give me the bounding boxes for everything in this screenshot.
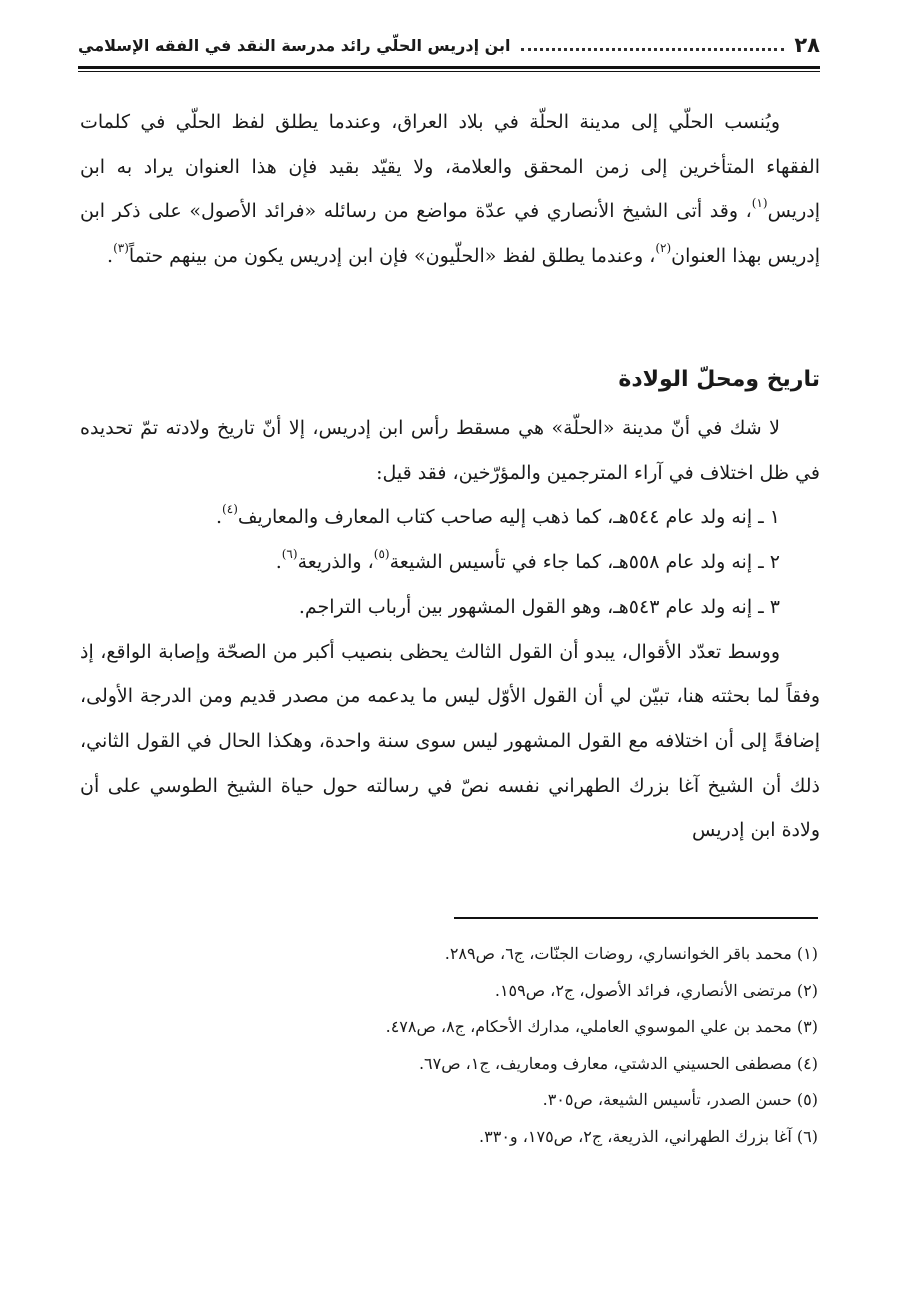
list-item [80, 540, 820, 585]
running-header [78, 28, 820, 62]
footnote-ref-5: (٥) [373, 547, 390, 562]
footnote-item: (٤) مصطفى الحسيني الدشتي، معارف ومعاريف، ج١، ص٦٧. [418, 1053, 818, 1073]
list-item-mid: ، والذريعة [297, 551, 374, 574]
list-item-tail: . [216, 506, 223, 529]
list-item-tail: . [275, 551, 282, 574]
closing-paragraph: ووسط تعدّد الأقوال، يبدو أن القول الثالث يحظى بنصيب أكبر من الصحّة وإصابة الواقع، إذ وفقاً لما بحثته هنا، تبيّن لي أن القول الأوّل ليس ما يدعمه من مصدر قديم ومن الدرجة الأولى، إضافةً إلى أن اختلافه مع القول المشهور ليس سوى سنة واحدة، وهكذا الحال في القول الثاني، ذلك أن الشيخ آغا بزرك الطهراني نفسه نصّ في رسالته حول حياة الشيخ الطوسي على أن ولادة ابن إدريس [80, 640, 820, 842]
footnote-item: (٦) آغا بزرك الطهراني، الذريعة، ج٢، ص١٧٥، و٣٣٠. [479, 1126, 818, 1146]
footnote-item: (٢) مرتضى الأنصاري، فرائد الأصول، ج٢، ص١٥٩. [494, 980, 818, 1000]
section-heading: تاريخ ومحلّ الولادة [618, 367, 820, 392]
list-item-text: ٢ ـ إنه ولد عام ٥٥٨هـ، كما جاء في تأسيس الشيعة [389, 551, 780, 574]
header-dotted-leader [521, 48, 785, 51]
footnote-item: (١) محمد باقر الخوانساري، روضات الجنّات، ج٦، ص٢٨٩. [444, 944, 818, 963]
footnote-separator [454, 917, 818, 919]
section-body [80, 406, 820, 853]
header-rule-thin [78, 71, 820, 72]
footnote-ref-1: (١) [751, 196, 768, 210]
list-item [80, 495, 820, 540]
footnotes-list [80, 936, 818, 1156]
intro-paragraph [80, 100, 820, 278]
footnote-ref-4: (٤) [222, 502, 238, 517]
intro-part-3: ، وعندما يطلق لفظ «الحلّيون» فإن ابن إدريس يكون من بينهم حتماً [128, 244, 656, 267]
footnote-item: (٥) حسن الصدر، تأسيس الشيعة، ص٣٠٥. [542, 1090, 818, 1110]
intro-part-1: ويُنسب الحلّي إلى مدينة الحلّة في بلاد العراق، وعندما يطلق لفظ الحلّي في كلمات الفقهاء المتأخرين إلى زمن المحقق والعلامة، ولا يقيّد بقيد فإن هذا العنوان يراد به ابن إدريس [80, 111, 820, 222]
intro-end: . [107, 244, 114, 267]
header-rule [78, 66, 820, 69]
page-number: ٢٨ [794, 33, 820, 57]
footnote-ref-6: (٦) [281, 547, 298, 562]
list-item-text: ٣ ـ إنه ولد عام ٥٤٣هـ، وهو القول المشهور بين أرباب التراجم. [298, 595, 780, 618]
running-title: ابن إدريس الحلّي رائد مدرسة النقد في الفقه الإسلامي [78, 35, 511, 55]
footnote-item: (٣) محمد بن علي الموسوي العاملي، مدارك الأحكام، ج٨، ص٤٧٨. [385, 1017, 818, 1037]
section-lead-paragraph: لا شك في أنّ مدينة «الحلّة» هي مسقط رأس ابن إدريس، إلا أنّ تاريخ ولادته تمّ تحديده في ظل اختلاف في آراء المترجمين والمؤرّخين، فقد قيل: [80, 417, 820, 484]
list-item [80, 585, 820, 630]
intro-part-2: ، وقد أتى الشيخ الأنصاري في عدّة مواضع من رسائله «فرائد الأصول» على ذكر ابن إدريس بهذا العنوان [80, 200, 820, 267]
footnote-ref-3: (٣) [113, 240, 129, 255]
intro-text [80, 100, 820, 278]
footnote-ref-2: (٢) [655, 240, 672, 255]
list-item-text: ١ ـ إنه ولد عام ٥٤٤هـ، كما ذهب إليه صاحب كتاب المعارف والمعاريف [237, 506, 780, 529]
